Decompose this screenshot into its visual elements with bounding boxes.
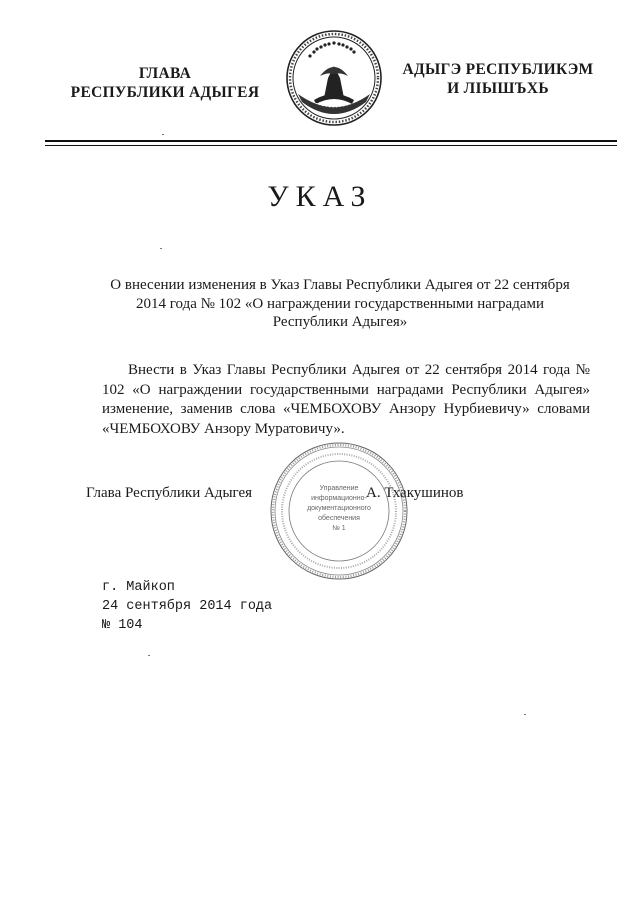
official-seal-icon [268,440,410,582]
header-rule-thick [45,140,617,142]
document-title: УКАЗ [267,180,373,213]
document-city: г. Майкоп [102,580,175,595]
header-left [40,64,290,102]
document-body: Внести в Указ Главы Республики Адыгея от 22 сентября 2014 года № 102 «О награждении государственными наградами Республики Адыгея» изменение, заменив слова «ЧЕМБОХОВУ Анзору Нурбиевичу» словами «ЧЕМБОХОВУ Анзору Муратовичу». [102,362,590,437]
scan-speck [162,134,164,135]
subject-line-3: Республики Адыгея» [272,314,408,330]
coat-of-arms-icon [284,28,384,128]
seal-text-line-5: № 1 [332,525,346,532]
header-rule-thin [45,145,617,146]
header-left-line2: РЕСПУБЛИКИ АДЫГЕЯ [70,84,260,101]
document-date: 24 сентября 2014 года [102,599,273,614]
seal-text-line-4: обеспечения [318,515,360,522]
seal-text-line-3: документационного [307,505,371,512]
header-right [388,60,608,98]
document-number: № 104 [102,618,143,633]
subject-line-2: 2014 года № 102 «О награждении государственными наградами [135,295,545,312]
signatory-position: Глава Республики Адыгея [86,485,253,501]
scan-speck [148,655,150,656]
subject-line-1: О внесении изменения в Указ Главы Республики Адыгея от 22 сентября [110,277,570,293]
header-right-line2: И ЛІЫШЪХЬ [447,80,549,97]
document-subject [90,276,590,332]
scan-speck [160,248,162,249]
seal-text-line-2: информационно- [311,495,367,502]
header-left-line1: ГЛАВА [138,65,192,82]
header-right-line1: АДЫГЭ РЕСПУБЛИКЭМ [402,61,594,78]
scan-speck [524,714,526,715]
signatory-name: А. Тхакушинов [366,485,464,501]
seal-text-line-1: Управление [319,485,359,492]
